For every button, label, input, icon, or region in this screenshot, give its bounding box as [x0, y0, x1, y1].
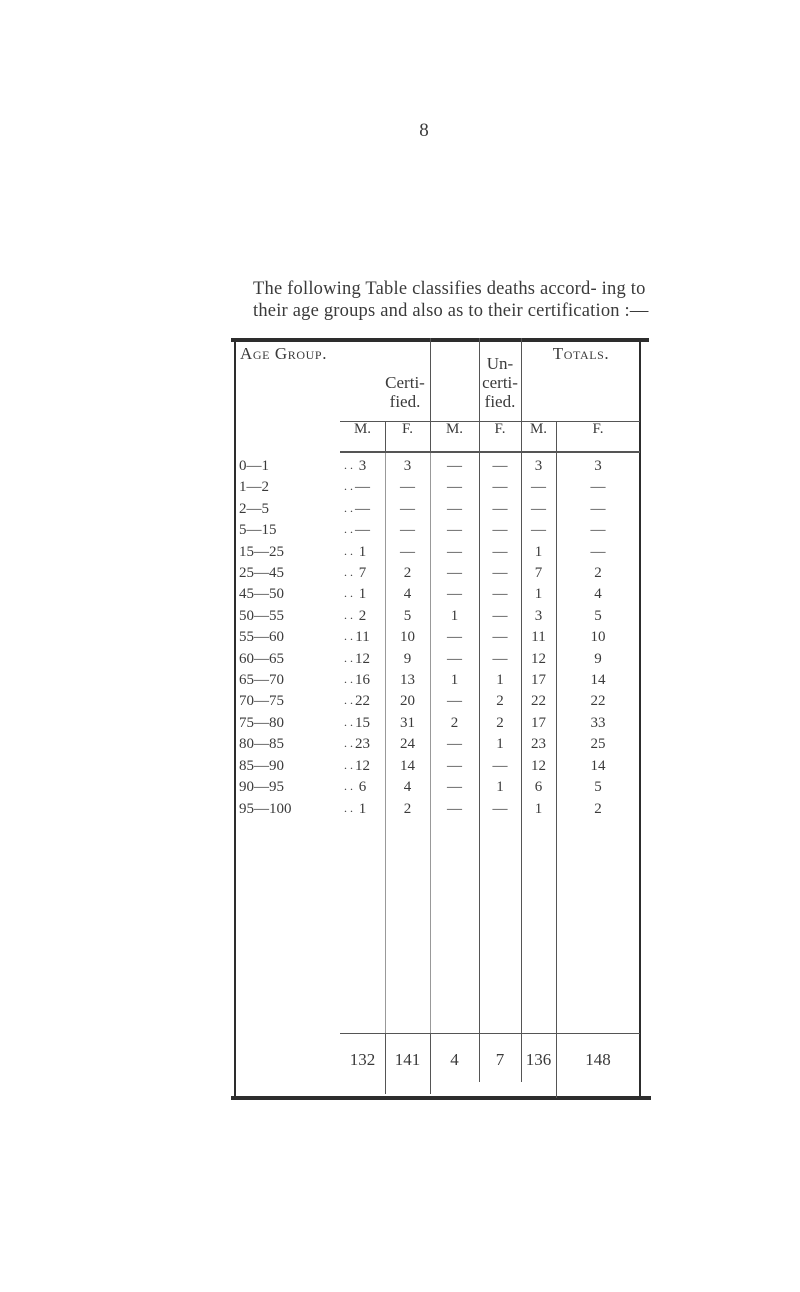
uncertified-male-cell: — [447, 758, 462, 774]
leader-dots: . . [344, 736, 353, 750]
table-row [234, 715, 640, 735]
uncertified-female-cell: — [492, 801, 508, 817]
total-female-cell: — [590, 522, 606, 538]
certified-male-cell: — [355, 501, 370, 517]
header-uncertified-line3: fied. [484, 392, 516, 411]
certified-female-cell: 4 [403, 779, 412, 795]
table-row [234, 801, 640, 821]
leader-dots: . . [344, 565, 353, 579]
table-row [234, 501, 640, 521]
table-bottom-rule [231, 1096, 651, 1100]
leader-dots: . . [344, 586, 353, 600]
total-female-cell: 33 [590, 715, 606, 731]
grand-total-female: 148 [585, 1050, 611, 1069]
uncertified-female-cell: — [492, 629, 508, 645]
certified-female-cell: 4 [403, 586, 412, 602]
table-row [234, 651, 640, 671]
intro-paragraph: The following Table classifies deaths accord- ing to their age groups and also as to their certification :— [253, 279, 649, 321]
table-row [234, 522, 640, 542]
total-female-cell: 3 [594, 458, 602, 474]
certified-male-cell: 12 [355, 758, 370, 774]
uncertified-female-cell: — [492, 544, 508, 560]
total-female-cell: 4 [594, 586, 602, 602]
total-male-cell: 23 [531, 736, 546, 752]
leader-dots: . . [344, 522, 353, 536]
age-label: 55—60 [239, 629, 284, 645]
total-female-cell: 22 [590, 693, 606, 709]
certified-male-cell: 22 [355, 693, 370, 709]
age-label: 70—75 [239, 693, 284, 709]
certified-female-cell: 20 [400, 693, 415, 709]
age-label: 75—80 [239, 715, 284, 731]
uncertified-male-cell: — [447, 544, 462, 560]
table-row [234, 693, 640, 713]
table-row [234, 672, 640, 692]
leader-dots: . . [344, 479, 353, 493]
certified-female-cell: 3 [403, 458, 412, 474]
table-row [234, 586, 640, 606]
certified-female-cell: 2 [403, 801, 412, 817]
total-male-cell: 1 [534, 586, 543, 602]
total-female-cell: — [590, 501, 606, 517]
uncertified-male-cell: — [447, 779, 462, 795]
age-label: 90—95 [239, 779, 284, 795]
age-label: 60—65 [239, 651, 284, 667]
total-female-cell: 5 [594, 779, 602, 795]
certified-female-cell: — [400, 479, 415, 495]
certified-male-cell: 1 [358, 544, 367, 560]
total-female-cell: 25 [590, 736, 606, 752]
total-female-cell: 14 [590, 758, 606, 774]
total-male-cell: 12 [531, 758, 546, 774]
certified-female-cell: 9 [403, 651, 412, 667]
certified-female-cell: — [400, 544, 415, 560]
total-female-cell: 2 [594, 565, 602, 581]
leader-dots: . . [344, 672, 353, 686]
age-label: 80—85 [239, 736, 284, 752]
certified-female-cell: 13 [400, 672, 415, 688]
totals-rule [340, 1033, 640, 1034]
certified-female-cell: — [400, 501, 415, 517]
total-male-cell: 12 [531, 651, 546, 667]
uncertified-female-cell: — [492, 458, 508, 474]
uncertified-male-cell: — [447, 651, 462, 667]
certified-female-cell: 14 [400, 758, 415, 774]
header-certified-line2: fied. [389, 392, 421, 411]
uncertified-female-cell: — [492, 758, 508, 774]
age-label: 25—45 [239, 565, 284, 581]
age-label: 5—15 [239, 522, 277, 538]
certified-male-cell: 2 [358, 608, 367, 624]
age-label: 15—25 [239, 544, 284, 560]
certified-male-cell: — [355, 522, 370, 538]
uncertified-female-cell: 2 [496, 715, 504, 731]
certified-male-cell: 1 [358, 801, 367, 817]
uncertified-female-cell: — [492, 501, 508, 517]
total-male-cell: 17 [531, 672, 546, 688]
totals-row [234, 1050, 640, 1074]
subheader-totals-female: F. [592, 421, 604, 437]
uncertified-male-cell: — [447, 522, 462, 538]
header-totals: Totals. [552, 344, 610, 363]
subheader-certified-female: F. [402, 421, 413, 437]
uncertified-female-cell: 1 [496, 672, 504, 688]
certified-male-cell: 11 [355, 629, 370, 645]
leader-dots: . . [344, 801, 353, 815]
total-male-cell: 6 [534, 779, 543, 795]
table-row [234, 608, 640, 628]
table-row [234, 458, 640, 478]
certified-male-cell: 16 [355, 672, 370, 688]
certified-male-cell: 6 [358, 779, 367, 795]
total-female-cell: 10 [590, 629, 606, 645]
uncertified-male-cell: — [447, 479, 462, 495]
uncertified-male-cell: 2 [450, 715, 459, 731]
total-female-cell: 5 [594, 608, 602, 624]
leader-dots: . . [344, 501, 353, 515]
certified-male-cell: 23 [355, 736, 370, 752]
age-label: 45—50 [239, 586, 284, 602]
certified-male-cell: 12 [355, 651, 370, 667]
certified-female-cell: 24 [400, 736, 415, 752]
uncertified-female-cell: — [492, 479, 508, 495]
uncertified-male-cell: — [447, 458, 462, 474]
age-label: 0—1 [239, 458, 269, 474]
total-certified-male: 132 [349, 1050, 376, 1069]
certified-female-cell: 10 [400, 629, 415, 645]
uncertified-male-cell: — [447, 629, 462, 645]
certified-male-cell: — [355, 479, 370, 495]
table-row [234, 758, 640, 778]
table-top-rule [231, 338, 649, 342]
certified-male-cell: 15 [355, 715, 370, 731]
leader-dots: . . [344, 458, 353, 472]
leader-dots: . . [344, 608, 353, 622]
header-uncertified-line2: certi- [482, 373, 518, 392]
leader-dots: . . [344, 629, 353, 643]
uncertified-male-cell: — [447, 565, 462, 581]
table-row [234, 544, 640, 564]
leader-dots: . . [344, 651, 353, 665]
total-male-cell: — [531, 479, 546, 495]
total-male-cell: 3 [534, 608, 543, 624]
uncertified-female-cell: — [492, 586, 508, 602]
uncertified-female-cell: — [492, 522, 508, 538]
total-male-cell: 17 [531, 715, 546, 731]
uncertified-female-cell: 1 [496, 736, 504, 752]
uncertified-male-cell: — [447, 586, 462, 602]
total-uncertified-female: 7 [495, 1050, 505, 1069]
total-female-cell: 14 [590, 672, 606, 688]
age-certification-table [234, 338, 646, 1069]
total-female-cell: — [590, 479, 606, 495]
certified-female-cell: 2 [403, 565, 412, 581]
certified-female-cell: 31 [400, 715, 415, 731]
total-female-cell: 2 [594, 801, 602, 817]
uncertified-female-cell: 2 [496, 693, 504, 709]
certified-male-cell: 3 [358, 458, 367, 474]
age-label: 85—90 [239, 758, 284, 774]
leader-dots: . . [344, 544, 353, 558]
total-male-cell: — [531, 522, 546, 538]
uncertified-male-cell: — [447, 693, 462, 709]
uncertified-male-cell: — [447, 736, 462, 752]
leader-dots: . . [344, 693, 353, 707]
uncertified-female-cell: — [492, 651, 508, 667]
total-male-cell: 1 [534, 544, 543, 560]
total-male-cell: — [531, 501, 546, 517]
table-row [234, 629, 640, 649]
table-row [234, 779, 640, 799]
table-row [234, 736, 640, 756]
total-certified-female: 141 [394, 1050, 421, 1069]
leader-dots: . . [344, 779, 353, 793]
total-male-cell: 11 [531, 629, 546, 645]
age-label: 1—2 [239, 479, 269, 495]
certified-female-cell: 5 [403, 608, 412, 624]
total-male-cell: 1 [534, 801, 543, 817]
total-uncertified-male: 4 [450, 1050, 459, 1069]
uncertified-male-cell: 1 [450, 672, 459, 688]
total-female-cell: 9 [594, 651, 602, 667]
subheader-rule [340, 451, 640, 453]
total-male-cell: 3 [534, 458, 543, 474]
leader-dots: . . [344, 715, 353, 729]
uncertified-male-cell: — [447, 801, 462, 817]
grand-total-male: 136 [525, 1050, 552, 1069]
header-certified [360, 373, 450, 411]
age-label: 65—70 [239, 672, 284, 688]
total-male-cell: 22 [531, 693, 546, 709]
table-row [234, 479, 640, 499]
certified-male-cell: 7 [358, 565, 367, 581]
page-number: 8 [419, 120, 429, 141]
leader-dots: . . [344, 758, 353, 772]
uncertified-female-cell: — [492, 565, 508, 581]
header-age-group: Age Group. [240, 344, 328, 363]
age-label: 95—100 [239, 801, 292, 817]
certified-female-cell: — [400, 522, 415, 538]
total-female-cell: — [590, 544, 606, 560]
header-certified-line1: Certi- [385, 373, 425, 392]
uncertified-male-cell: 1 [450, 608, 459, 624]
subheader-certified-male: M. [353, 421, 372, 437]
age-label: 50—55 [239, 608, 284, 624]
subheader-uncertified-male: M. [445, 421, 464, 437]
uncertified-male-cell: — [447, 501, 462, 517]
subheader-uncertified-female: F. [494, 421, 506, 437]
table-row [234, 565, 640, 585]
uncertified-female-cell: 1 [496, 779, 504, 795]
subheader-totals-male: M. [529, 421, 548, 437]
age-label: 2—5 [239, 501, 269, 517]
uncertified-female-cell: — [492, 608, 508, 624]
header-uncertified-line1: Un- [486, 354, 514, 373]
certified-male-cell: 1 [358, 586, 367, 602]
total-male-cell: 7 [534, 565, 543, 581]
